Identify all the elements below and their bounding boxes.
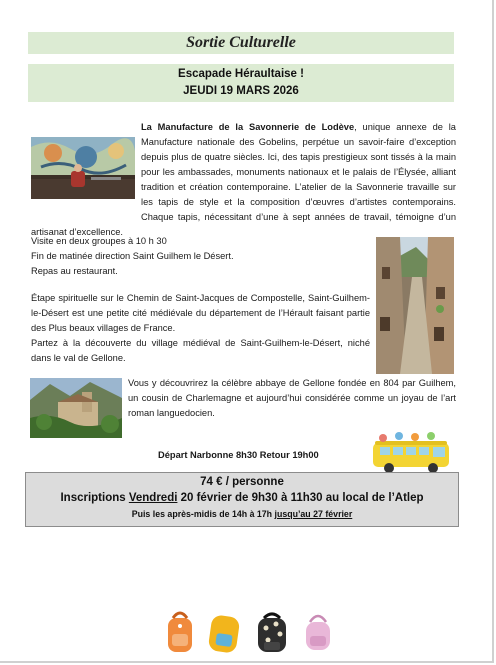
event-date: JEUDI 19 MARS 2026 [183,85,299,97]
afternoons-prefix: Puis les après-midis de 14h à 17h [131,509,275,519]
departure-info: Départ Narbonne 8h30 Retour 19h00 [158,450,319,460]
orange-backpack-icon [168,613,192,652]
paragraph-manufacture [31,120,456,240]
pricing-box [25,472,459,527]
inscriptions-prefix: Inscriptions [60,492,129,504]
paragraph-abbey: Vous y découvrirez la célèbre abbaye de Gellone fondée en 804 par Guilhem, un cousin de Charlemagne et aujourd’hui considérée comme un joyau de l’art roman languedocien. [128,378,456,418]
event-name: Escapade Héraultaise ! [178,68,304,80]
pink-backpack-icon [306,616,330,650]
schedule-line: Visite en deux groupes à 10 h 30 [31,236,167,246]
abbey-photo [30,378,122,438]
black-backpack-icon [258,614,286,652]
inscriptions-suffix: 20 février de 9h30 à 11h30 au local de l’Atlep [177,492,424,504]
saint-guilhem-intro: Étape spirituelle sur le Chemin de Saint-Jacques de Compostelle, Saint-Guilhem-le-Désert est une petite cité médiévale du département de l’Hérault faisant partie des Plus beaux villages de France. [31,293,370,333]
afternoons-line [26,506,458,522]
event-header [28,64,454,102]
schedule-block [31,234,371,279]
medieval-street-photo [376,237,454,374]
inscriptions-line [26,490,458,506]
backpack-icons [160,608,350,658]
school-bus-icon [371,431,453,476]
schedule-line: Fin de matinée direction Saint Guilhem le Désert. [31,251,234,261]
inscriptions-day: Vendredi [128,492,178,504]
schedule-line: Repas au restaurant. [31,266,118,276]
paragraph-saint-guilhem [31,291,370,366]
price: 74 € / personne [200,476,284,488]
saint-guilhem-discover: Partez à la découverte du village médiéval de Saint-Guilhem-le-Désert, niché dans le val de Gellone. [31,338,370,363]
afternoons-deadline: jusqu’au 27 février [274,509,353,519]
yellow-backpack-icon [208,614,241,654]
page-title: Sortie Culturelle [28,32,454,54]
manufacture-name: La Manufacture de la Savonnerie de Lodève [141,122,355,132]
manufacture-text: , unique annexe de la Manufacture nationale des Gobelins, perpétue un savoir-faire d’exception depuis plus de quatre siècles. Ici, des tapis prestigieux sont tissés à la main pour les ambassades, monuments nationaux et le palais de l’Élysée, alliant tradition et création contemporaine. L’atelier de la Savonnerie travaille sur les tapis de style et la composition d’œuvres d’artistes contemporains. Chaque tapis, nécessitant d’une à sept années de travail, témoigne d’un artisanat d’excellence. [31,122,456,237]
